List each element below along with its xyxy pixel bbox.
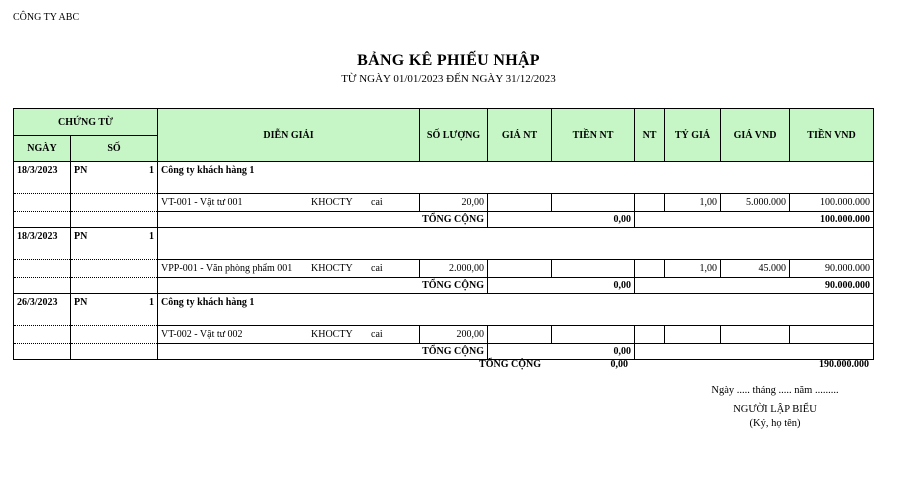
subtotal-tien-vnd bbox=[635, 344, 874, 360]
subtotal-tien-vnd: 90.000.000 bbox=[635, 278, 874, 294]
grand-total-label: TỔNG CỘNG bbox=[479, 359, 541, 370]
voucher-type: PN bbox=[74, 231, 88, 242]
receipt-table bbox=[13, 108, 874, 360]
voucher-number bbox=[71, 228, 158, 249]
item-amount-vnd: 100.000.000 bbox=[790, 194, 874, 212]
subtotal-tien-nt: 0,00 bbox=[488, 212, 635, 228]
voucher-customer: Công ty khách hàng 1 bbox=[158, 162, 874, 183]
item-desc: VT-001 - Vật tư 001 KHOCTY cai bbox=[158, 194, 420, 212]
col-chung-tu: CHỨNG TỪ bbox=[14, 109, 158, 136]
company-name: CÔNG TY ABC bbox=[13, 12, 80, 23]
col-so: SỐ bbox=[71, 136, 158, 162]
voucher-number bbox=[71, 294, 158, 315]
voucher-row bbox=[14, 294, 874, 315]
sign-note: (Ký, họ tên) bbox=[749, 418, 801, 429]
item-qty: 200,00 bbox=[420, 326, 488, 344]
report-title: BẢNG KÊ PHIẾU NHẬP bbox=[357, 52, 540, 69]
subtotal-label: TỔNG CỘNG bbox=[158, 278, 488, 294]
item-price-vnd: 5.000.000 bbox=[721, 194, 790, 212]
sign-date-line: Ngày ..... tháng ..... năm ......... bbox=[711, 385, 839, 396]
item-price-vnd: 45.000 bbox=[721, 260, 790, 278]
col-dien-giai: DIỄN GIẢI bbox=[158, 109, 420, 162]
voucher-date: 26/3/2023 bbox=[14, 294, 71, 315]
item-amount-vnd: 90.000.000 bbox=[790, 260, 874, 278]
item-rate: 1,00 bbox=[665, 260, 721, 278]
col-tien-vnd: TIỀN VND bbox=[790, 109, 874, 162]
signer-title: NGƯỜI LẬP BIỂU bbox=[733, 404, 817, 415]
subtotal-row bbox=[14, 278, 874, 294]
voucher-num: 1 bbox=[149, 231, 155, 242]
report-period: TỪ NGÀY 01/01/2023 ĐẾN NGÀY 31/12/2023 bbox=[341, 73, 556, 85]
col-ty-gia: TỶ GIÁ bbox=[665, 109, 721, 162]
voucher-num: 1 bbox=[149, 165, 155, 176]
voucher-num: 1 bbox=[149, 297, 155, 308]
item-desc: VPP-001 - Văn phòng phẩm 001 KHOCTY cai bbox=[158, 260, 420, 278]
voucher-row bbox=[14, 162, 874, 183]
col-tien-nt: TIỀN NT bbox=[552, 109, 635, 162]
subtotal-tien-nt: 0,00 bbox=[488, 278, 635, 294]
voucher-type: PN bbox=[74, 297, 88, 308]
subtotal-tien-nt: 0,00 bbox=[488, 344, 635, 360]
col-nt: NT bbox=[635, 109, 665, 162]
voucher-customer: Công ty khách hàng 1 bbox=[158, 294, 874, 315]
voucher-row bbox=[14, 228, 874, 249]
col-ngay: NGÀY bbox=[14, 136, 71, 162]
line-item-row bbox=[14, 260, 874, 278]
item-desc: VT-002 - Vật tư 002 KHOCTY cai bbox=[158, 326, 420, 344]
line-item-row bbox=[14, 326, 874, 344]
item-price-vnd bbox=[721, 326, 790, 344]
voucher-customer bbox=[158, 228, 874, 249]
item-qty: 2.000,00 bbox=[420, 260, 488, 278]
voucher-date: 18/3/2023 bbox=[14, 228, 71, 249]
item-amount-vnd bbox=[790, 326, 874, 344]
subtotal-label: TỔNG CỘNG bbox=[158, 344, 488, 360]
line-item-row bbox=[14, 194, 874, 212]
voucher-number bbox=[71, 162, 158, 183]
item-qty: 20,00 bbox=[420, 194, 488, 212]
col-gia-vnd: GIÁ VND bbox=[721, 109, 790, 162]
item-rate: 1,00 bbox=[665, 194, 721, 212]
col-gia-nt: GIÁ NT bbox=[488, 109, 552, 162]
col-so-luong: SỐ LƯỢNG bbox=[420, 109, 488, 162]
voucher-date: 18/3/2023 bbox=[14, 162, 71, 183]
grand-total-tien-nt: 0,00 bbox=[610, 359, 628, 370]
subtotal-tien-vnd: 100.000.000 bbox=[635, 212, 874, 228]
item-rate bbox=[665, 326, 721, 344]
grand-total-tien-vnd: 190.000.000 bbox=[819, 359, 869, 370]
subtotal-row bbox=[14, 344, 874, 360]
subtotal-row bbox=[14, 212, 874, 228]
subtotal-label: TỔNG CỘNG bbox=[158, 212, 488, 228]
voucher-type: PN bbox=[74, 165, 88, 176]
